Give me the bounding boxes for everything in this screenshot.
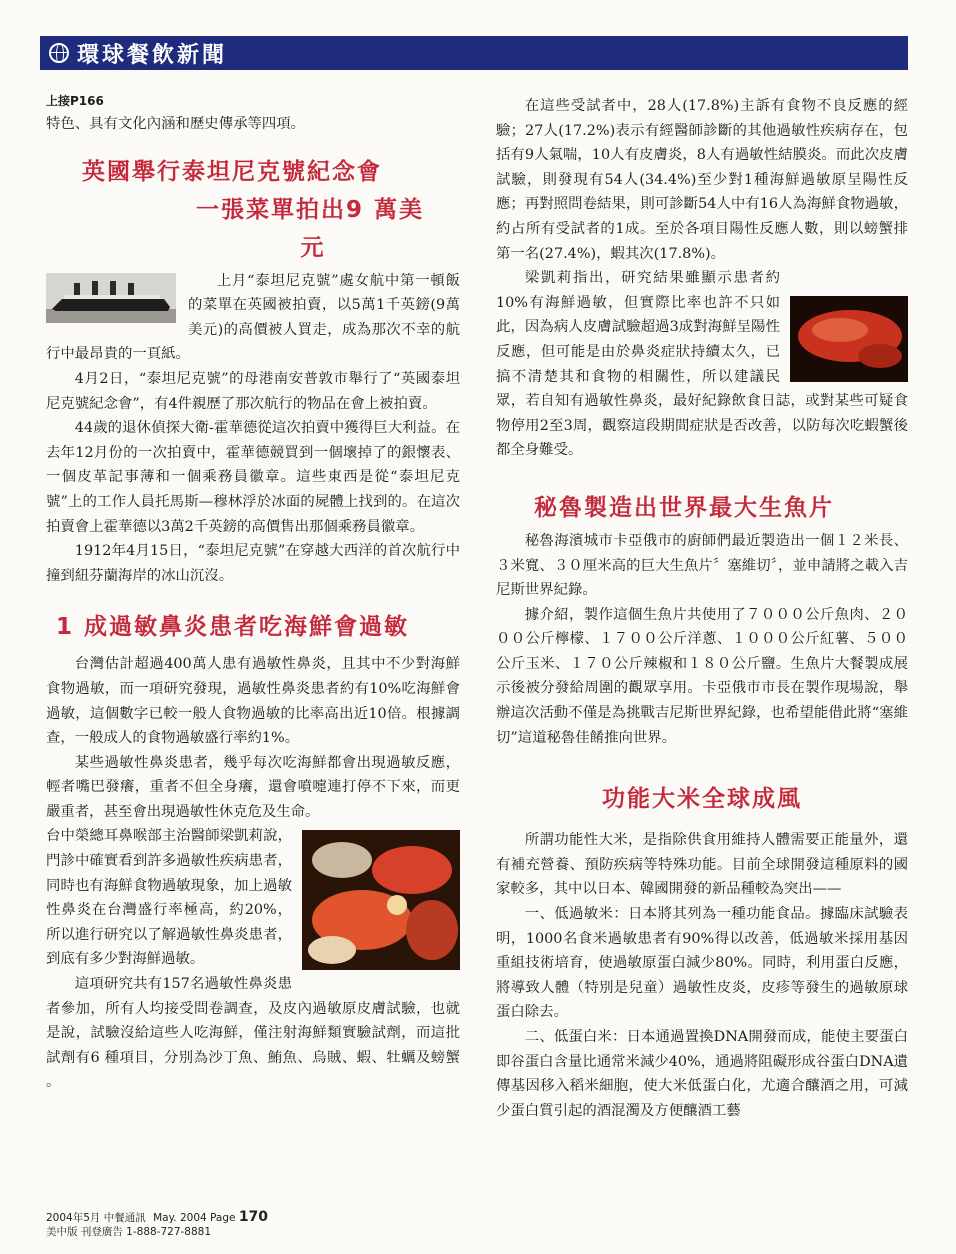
- page-number: 170: [238, 1209, 269, 1225]
- headline-peru-ceviche: 秘魯製造出世界最大生魚片: [534, 494, 834, 521]
- rice-paragraph-2: 一、低過敏米：日本將其列為一種功能食品。據臨床試驗表明，1000名食米過敏患者有90%得以改善，低過敏米採用基因重組技術培育，使過敏原蛋白減少80%。同時，利用蛋白反應，將導致人體（特別是兒童）過敏性皮炎，皮疹等發生的過敏原球蛋白除去。: [496, 906, 908, 1021]
- page-footer: [46, 1210, 346, 1239]
- seafood-platter-image: [302, 830, 460, 970]
- article-seafood-allergy-continued: [496, 94, 908, 463]
- titanic-paragraph-3: 44歲的退休偵探大衛-霍華德從這次拍賣中獲得巨大利益。在去年12月份的一次拍賣中，霍華德競買到一個壞掉了的銀懷表、一個皮革記事薄和一個乘務員徽章。這些東西是從“泰坦尼克號”上的工作人員托馬斯—穆林浮於冰面的屍體上找到的。在這次拍賣會上霍華德以3萬2千英鎊的高價售出那個乘務員徽章。: [46, 420, 460, 535]
- right-column: [496, 94, 908, 1123]
- article-peru-ceviche: [496, 489, 908, 750]
- headline-seafood-allergy: 1 成過敏鼻炎患者吃海鮮會過敏: [56, 614, 410, 641]
- article-functional-rice: [496, 780, 908, 1123]
- allergy-paragraph-3: 台中榮總耳鼻喉部主治醫師梁凱莉說，門診中確實看到許多過敏性疾病患者，同時也有海鮮食物過敏現象，加上過敏性鼻炎在台灣盛行率極高，約20%，所以進行研究以了解過敏性鼻炎患者，到底有多少對海鮮過敏。: [46, 828, 292, 968]
- headline-functional-rice: 功能大米全球成風: [602, 786, 802, 813]
- allergy-paragraph-4: 這項研究共有157名過敏性鼻炎患者參加，所有人均接受問卷調查，及皮內過敏原皮膚試驗，也就是說，試驗沒給這些人吃海鮮，僅注射海鮮類實驗試劑，而這批試劑有6 種項目，分別為沙丁魚、鮪魚、烏賊、蝦、牡蠣及螃蟹 。: [46, 976, 460, 1091]
- allergy-paragraph-1: 台灣估計超過400萬人患有過敏性鼻炎，且其中不少對海鮮食物過敏，而一項研究發現，過敏性鼻炎患者約有10%吃海鮮會過敏，這個數字已較一般人食物過敏的比率高出近10倍。根據調查，一般成人的食物過敏盛行率約1%。: [46, 656, 460, 747]
- left-column: [46, 90, 460, 1095]
- article-titanic: [46, 153, 460, 589]
- continued-from-label: 上接P166: [46, 94, 104, 108]
- headline-titanic-line3: 元: [300, 234, 326, 261]
- titanic-paragraph-1: 上月“泰坦尼克號”處女航中第一頓飯的菜單在英國被拍賣，以5萬1千英鎊(9萬美元)的高價被人買走，成為那次不幸的航行中最昂貴的一頁紙。: [46, 272, 460, 363]
- allergy-paragraph-5: 在這些受試者中，28人(17.8%)主訴有食物不良反應的經驗；27人(17.2%)表示有經醫師診斷的其他過敏性疾病存在，包括有9人氣喘，10人有皮膚炎，8人有過敏性結膜炎。而此次皮膚試驗，則發現有54人(34.4%)至少對1種海鮮過敏原呈陽性反應；再對照問卷結果，則可診斷54人中有16人為海鮮食物過敏，約占所有受試者的1成。至於各項目陽性反應人數，則以螃蟹排第一名(27.4%)，蝦其次(17.8%)。: [496, 98, 908, 262]
- footer-date-english: May. 2004 Page: [153, 1212, 236, 1224]
- rice-paragraph-3: 二、低蛋白米：日本通過置換DNA開發而成，能使主要蛋白即谷蛋白含量比通常米減少40%，通過將阻礙形成谷蛋白DNA遺傳基因移入稻米細胞，使大米低蛋白化，尤適合釀酒之用，可減少蛋白質引起的酒混濁及方便釀酒工藝: [496, 1029, 908, 1119]
- titanic-ship-image: [46, 273, 176, 323]
- headline-titanic-line2: 一張菜單拍出9 萬美: [196, 196, 425, 223]
- section-header-bar: [40, 36, 908, 70]
- article-seafood-allergy: [46, 608, 460, 1095]
- titanic-paragraph-2: 4月2日，“泰坦尼克號”的母港南安普敦市舉行了“英國泰坦尼克號紀念會”，有4件親歷了那次航行的物品在會上被拍賣。: [46, 370, 460, 412]
- headline-titanic-line1: 英國舉行泰坦尼克號紀念會: [82, 158, 382, 185]
- peru-paragraph-2: 據介紹，製作這個生魚片共使用了７０００公斤魚肉、２０００公斤檸檬、１７００公斤洋蔥、１０００公斤紅薯、５００公斤玉米、１７０公斤辣椒和１８０公斤鹽。生魚片大餐製成展示後被分發給周圍的觀眾享用。卡亞俄市市長在製作現場說，舉辦這次活動不僅是為挑戰吉尼斯世界紀錄，也希望能借此將“塞維切”這道秘魯佳餚推向世界。: [496, 606, 908, 746]
- sashimi-image: [790, 296, 908, 382]
- footer-line-1: [46, 1210, 346, 1225]
- footer-date-publication: 2004年5月 中餐通訊: [46, 1212, 146, 1224]
- section-title: 環球餐飲新聞: [77, 42, 228, 68]
- peru-paragraph-1: 秘魯海濱城市卡亞俄市的廚師們最近製造出一個１２米長、３米寬、３０厘米高的巨大生魚片〞塞維切〞，並申請將之載入吉尼斯世界紀錄。: [496, 532, 908, 599]
- allergy-paragraph-2: 某些過敏性鼻炎患者，幾乎每次吃海鮮都會出現過敏反應，輕者嘴巴發癢，重者不但全身癢，還會噴嚏連打停不下來，而更嚴重者，甚至會出現過敏性休克危及生命。: [46, 754, 460, 820]
- rice-paragraph-1: 所謂功能性大米，是指除供食用維持人體需要正能量外，還有補充營養、預防疾病等特殊功能。目前全球開發這種原料的國家較多，其中以日本、韓國開發的新品種較為突出——: [496, 832, 908, 898]
- allergy-paragraph-6: 梁凱莉指出，研究結果雖顯示患者約10%有海鮮過敏，但實際比率也許不只如此，因為病人皮膚試驗超過3成對海鮮呈陽性反應，但可能是由於鼻炎症狀持續太久，已搞不清楚其和食物的相關性，所以建議民眾，若自知有過敏性鼻炎，最好紀錄飲食日誌，或對某些可疑食物停用2至3周，觀察這段期間症狀是否改善，以防每次吃蝦蟹後都全身難受。: [496, 270, 908, 459]
- intro-text: 特色、具有文化內涵和歷史傳承等四項。: [46, 116, 306, 132]
- globe-icon: [49, 43, 69, 63]
- footer-advertising-line: 美中版 刊登廣告 1-888-727-8881: [46, 1226, 212, 1238]
- titanic-paragraph-4: 1912年4月15日，“泰坦尼克號”在穿越大西洋的首次航行中撞到紐芬蘭海岸的冰山沉沒。: [46, 543, 460, 584]
